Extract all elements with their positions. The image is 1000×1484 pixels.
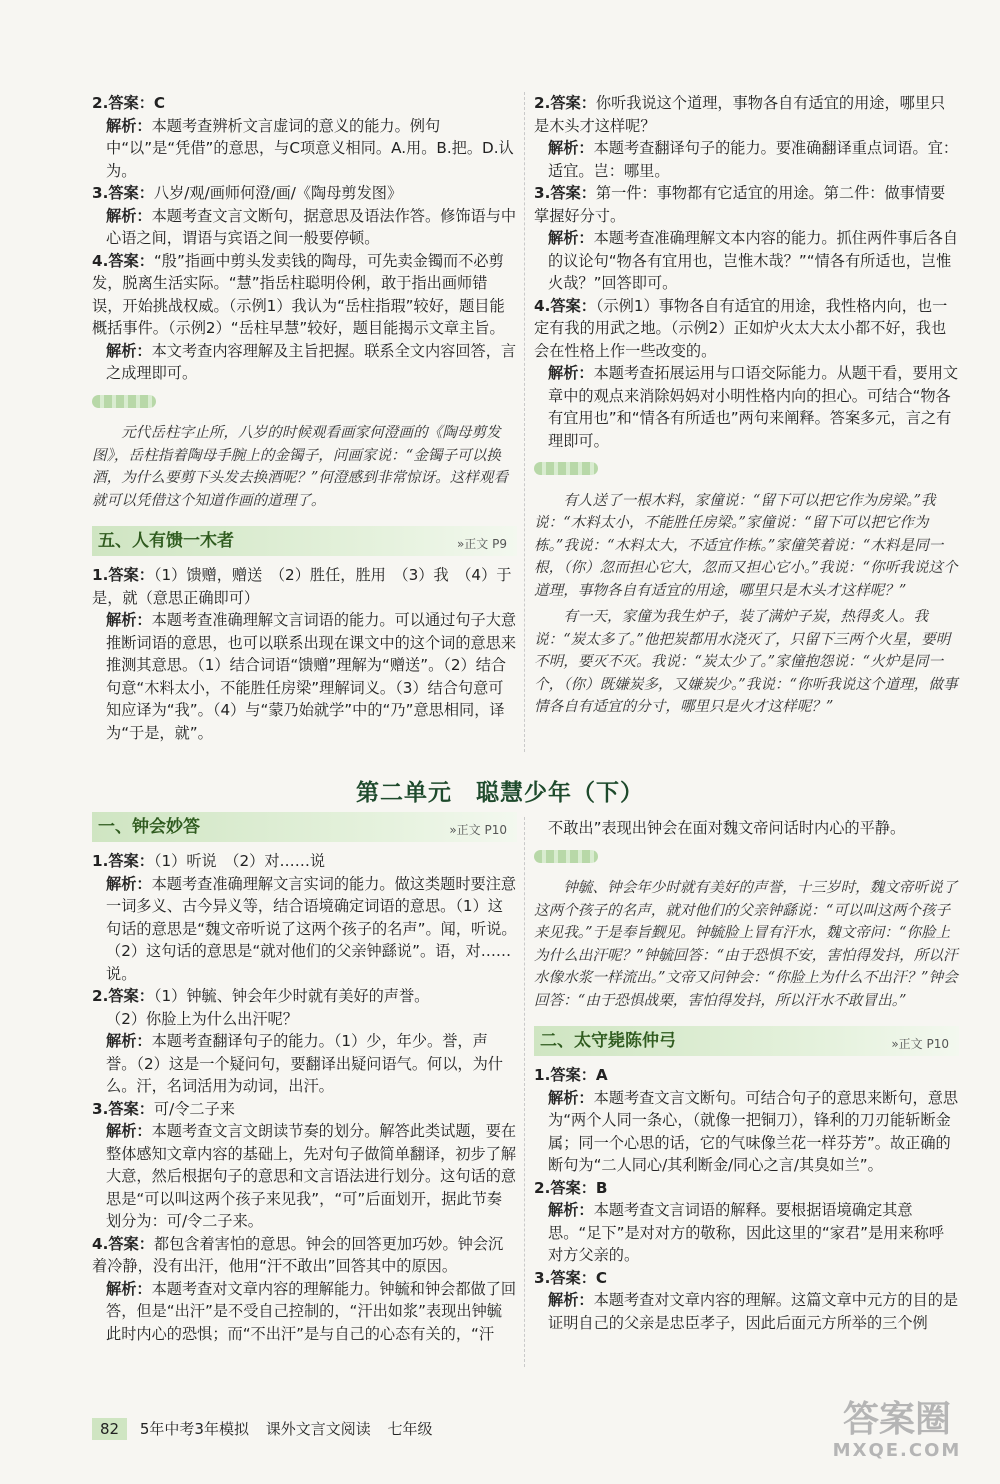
column-divider-bottom (524, 817, 525, 1367)
answer-item: 2.答案：C (92, 94, 166, 112)
section-ref: »正文 P10 (449, 823, 507, 837)
translation-badge-icon (534, 462, 598, 475)
grade-label: 七年级 (387, 1420, 433, 1438)
answer-item: 1.答案：（1）听说 （2）对……说 (92, 852, 326, 870)
left-column-bottom: 一、钟会妙答 »正文 P10 1.答案：（1）听说 （2）对……说 解析：本题考查准确理解文言实词的能力。做这类题时要注意一词多义、古今异义等，结合语境确定词语的意思。（1）这句话的意思是“魏文帝听说了这两个孩子的名声”。闻，听说。（2）这句话的意思是“就对他们的父亲钟繇说”。语，对……说。 2.答案：（1）钟毓、钟会年少时就有美好的声誉。 （2）你脸上为什么出汗呢？ 解析：本题考查翻译句子的能力。（1）少，年少。誉，声誉。（2）这是一个疑问句，要翻译出疑问语气。何以，为什么。汗，名词活用为动词，出汗。 3.答案：可/令二子来 解析：本题考查文言文朗读节奏的划分。解答此类试题，要在整体感知文章内容的基础上，先对句子做简单翻译，初步了解大意，然后根据句子的意思和文言语法进行划分。这句话的意思是“可以叫这两个孩子来见我”，“可”后面划开，据此节奏划分为：可/令二子来。 4.答案：都包含着害怕的意思。钟会的回答更加巧妙。钟会沉着冷静，没有出汗，他用“汗不敢出”回答其中的原因。 解析：本题考查对文章内容的理解能力。钟毓和钟会都做了回答，但是“出汗”是不受自己控制的，“汗出如浆”表现出钟毓此时内心的恐惧；而“不出汗”是与自己的心态有关的，“汗 (92, 812, 517, 1345)
continuation-text: 不敢出”表现出钟会在面对魏文帝问话时内心的平静。 (548, 819, 906, 837)
translation-text: 钟毓、钟会年少时就有美好的声誉，十三岁时，魏文帝听说了这两个孩子的名声，就对他们的父亲钟繇说：“可以叫这两个孩子来见我。”于是奉旨觐见。钟毓脸上冒有汗水，魏文帝问：“你脸上为什么出汗呢？”钟毓回答：“由于恐惧不安，害怕得发抖，所以汗水像水浆一样流出。”文帝又问钟会：“你脸上为什么不出汗？”钟会回答：“由于恐惧战栗，害怕得发抖，所以汗水不敢冒出。” (534, 879, 958, 1009)
section-header-5 (92, 526, 517, 556)
column-divider-top (524, 92, 525, 752)
left-column-top: 2.答案：C 解析：本题考查辨析文言虚词的意义的能力。例句中“以”是“凭借”的意思，与C项意义相同。A.用。B.把。D.认为。 3.答案：八岁/观/画师何澄/画/《陶母剪发图》 解析：本题考查文言文断句，据意思及语法作答。修饰语与中心语之间，谓语与宾语之间一般要停顿。 4.答案：“殷”指画中剪头发卖钱的陶母，可先卖金镯而不必剪发，脱离生活实际。“慧”指岳柱聪明伶俐，敢于指出画师错误，开始挑战权威。（示例1）我认为“岳柱指瑕”较好，题目能概括事件。（示例2）“岳柱早慧”较好，题目能揭示文章主旨。 解析：本文考查内容理解及主旨把握。联系全文内容回答，言之成理即可。 元代岳柱字止所，八岁的时候观看画家何澄画的《陶母剪发图》，岳柱指着陶母手腕上的金镯子，问画家说：“金镯子可以换酒，为什么要剪下头发去换酒呢？”何澄感到非常惊讶。这样观看就可以凭借这个知道作画的道理了。 五、人有馈一木者 »正文 P9 1.答案：（1）馈赠，赠送 （2）胜任，胜用 （3）我 （4）于是，就（意思正确即可） 解析：本题考查准确理解文言词语的能力。可以通过句子大意推断词语的意思，也可以联系出现在课文中的这个词的意思来推测其意思。（1）结合词语“馈赠”理解为“赠送”。（2）结合句意“木料太小，不能胜任房梁”理解词义。（3）结合句意可知应译为“我”。（4）与“蒙乃始就学”中的“乃”意思相同，译为“于是，就”。 (92, 94, 517, 742)
section-ref: »正文 P9 (456, 537, 507, 551)
answer-item: 3.答案：可/令二子来 (92, 1099, 235, 1118)
section-ref: »正文 P10 (891, 1037, 949, 1051)
section-title: 一、钟会妙答 (98, 817, 200, 837)
translation-text: 元代岳柱字止所，八岁的时候观看画家何澄画的《陶母剪发图》，岳柱指着陶母手腕上的金镯子，问画家说：“金镯子可以换酒，为什么要剪下头发去换酒呢？”何澄感到非常惊讶。这样观看就可以凭借这个知道作画的道理了。 (92, 424, 509, 509)
translation-badge-icon (92, 395, 156, 408)
answer-item: 3.答案：第一件：事物都有它适宜的用途。第二件：做事情要掌握好分寸。 (534, 184, 946, 225)
right-column-top: 2.答案：你听我说这个道理，事物各自有适宜的用途，哪里只是木头才这样呢？ 解析：本题考查翻译句子的能力。要准确翻译重点词语。宜：适宜。岂：哪里。 3.答案：第一件：事物都有它适宜的用途。第二件：做事情要掌握好分寸。 解析：本题考查准确理解文本内容的能力。抓住两件事后各自的议论句“物各有宜用也，岂惟木哉？”“情各有所适也，岂惟火哉？”回答即可。 4.答案：（示例1）事物各自有适宜的用途，我性格内向，也一定有我的用武之地。（示例2）正如炉火太大太小都不好，我也会在性格上作一些改变的。 解析：本题考查拓展运用与口语交际能力。从题干看，要用文章中的观点来消除妈妈对小明性格内向的担心。可结合“物各有宜用也”和“情各有所适也”两句来阐释。答案多元，言之有理即可。 有人送了一根木料，家僮说：“留下可以把它作为房梁。”我说：“木料太小，不能胜任房梁。”家僮说：“留下可以把它作为栋。”我说：“木料太大，不适宜作栋。”家僮笑着说：“木料是同一根，（你）忽而担心它大，忽而又担心它小。”我说：“你听我说这个道理，事物各自有适宜的用途，哪里只是木头才这样呢？” 有一天，家僮为我生炉子，装了满炉子炭，热得炙人。我说：“炭太多了。”他把炭都用水浇灭了，只留下三两个火星，要明不明，要灭不灭。我说：“炭太少了。”家僮抱怨说：“火炉是同一个，（你）既嫌炭多，又嫌炭少。”我说：“你听我说这个道理，做事情各自有适宜的分寸，哪里只是火才这样呢？” (534, 92, 959, 719)
answer-item: 1.答案：（1）馈赠，赠送 （2）胜任，胜用 （3）我 （4）于是，就（意思正确即可） (92, 566, 512, 607)
answer-item: 3.答案：八岁/观/画师何澄/画/《陶母剪发图》 (92, 184, 403, 202)
answer-item: 2.答案：你听我说这个道理，事物各自有适宜的用途，哪里只是木头才这样呢？ (534, 94, 946, 135)
answer-item: 3.答案：C (534, 1268, 608, 1287)
right-column-bottom: 不敢出”表现出钟会在面对魏文帝问话时内心的平静。 钟毓、钟会年少时就有美好的声誉，十三岁时，魏文帝听说了这两个孩子的名声，就对他们的父亲钟繇说：“可以叫这两个孩子来见我。”于是奉旨觐见。钟毓脸上冒有汗水，魏文帝问：“你脸上为什么出汗呢？”钟毓回答：“由于恐惧不安，害怕得发抖，所以汗水像水浆一样流出。”文帝又问钟会：“你脸上为什么不出汗？”钟会回答：“由于恐惧战栗，害怕得发抖，所以汗水不敢冒出。” 二、太守毙陈仲弓 »正文 P10 1.答案：A 解析：本题考查文言文断句。可结合句子的意思来断句，意思为“两个人同一条心，（就像一把铜刀），锋利的刀刃能斩断金属；同一个心思的话，它的气味像兰花一样芬芳”。故正确的断句为“二人同心/其利断金/同心之言/其臭如兰”。 2.答案：B 解析：本题考查文言词语的解释。要根据语境确定其意思。“足下”是对对方的敬称，因此这里的“家君”是用来称呼对方父亲的。 3.答案：C 解析：本题考查对文章内容的理解。这篇文章中元方的目的是证明自己的父亲是忠臣孝子，因此后面元方所举的三个例 (534, 819, 959, 1332)
series-name: 5年中考3年模拟 (139, 1420, 249, 1438)
answer-item: 2.答案：（1）钟毓、钟会年少时就有美好的声誉。 (92, 987, 430, 1005)
answer-item: 4.答案：都包含着害怕的意思。钟会的回答更加巧妙。钟会沉着冷静，没有出汗，他用“汗不敢出”回答其中的原因。 (92, 1234, 504, 1275)
page-number: 82 (92, 1418, 127, 1440)
watermark-logo: 答案圈 MXQE.COM (832, 1399, 962, 1461)
answer-item: 4.答案：“殷”指画中剪头发卖钱的陶母，可先卖金镯而不必剪发，脱离生活实际。“慧”指岳柱聪明伶俐，敢于指出画师错误，开始挑战权威。（示例1）我认为“岳柱指瑕”较好，题目能概括事件。（示例2）“岳柱早慧”较好，题目能揭示文章主旨。 (92, 251, 505, 337)
answer-item: 4.答案：（示例1）事物各自有适宜的用途，我性格内向，也一定有我的用武之地。（示例2）正如炉火太大太小都不好，我也会在性格上作一些改变的。 (534, 296, 948, 360)
section-title: 五、人有馈一木者 (98, 531, 234, 551)
section-title: 二、太守毙陈仲弓 (540, 1031, 676, 1051)
section-header-1 (92, 812, 517, 842)
translation-text: 有一天，家僮为我生炉子，装了满炉子炭，热得炙人。我说：“炭太多了。”他把炭都用水浇灭了，只留下三两个火星，要明不明，要灭不灭。我说：“炭太少了。”家僮抱怨说：“火炉是同一个，（你）既嫌炭多，又嫌炭少。”我说：“你听我说这个道理，做事情各自有适宜的分寸，哪里只是火才这样呢？” (534, 608, 958, 715)
page-footer (92, 1418, 445, 1440)
translation-badge-icon (534, 850, 598, 863)
section-header-2 (534, 1026, 959, 1056)
translation-text: 有人送了一根木料，家僮说：“留下可以把它作为房梁。”我说：“木料太小，不能胜任房梁。”家僮说：“留下可以把它作为栋。”我说：“木料太大，不适宜作栋。”家僮笑着说：“木料是同一根，（你）忽而担心它大，忽而又担心它小。”我说：“你听我说这个道理，事物各自有适宜的用途，哪里只是木头才这样呢？” (534, 491, 958, 599)
unit-title: 第二单元 聪慧少年（下） (356, 780, 644, 806)
answer-item: 1.答案：A (534, 1066, 608, 1084)
book-title: 课外文言文阅读 (265, 1420, 371, 1438)
answer-item: 2.答案：B (534, 1178, 608, 1197)
